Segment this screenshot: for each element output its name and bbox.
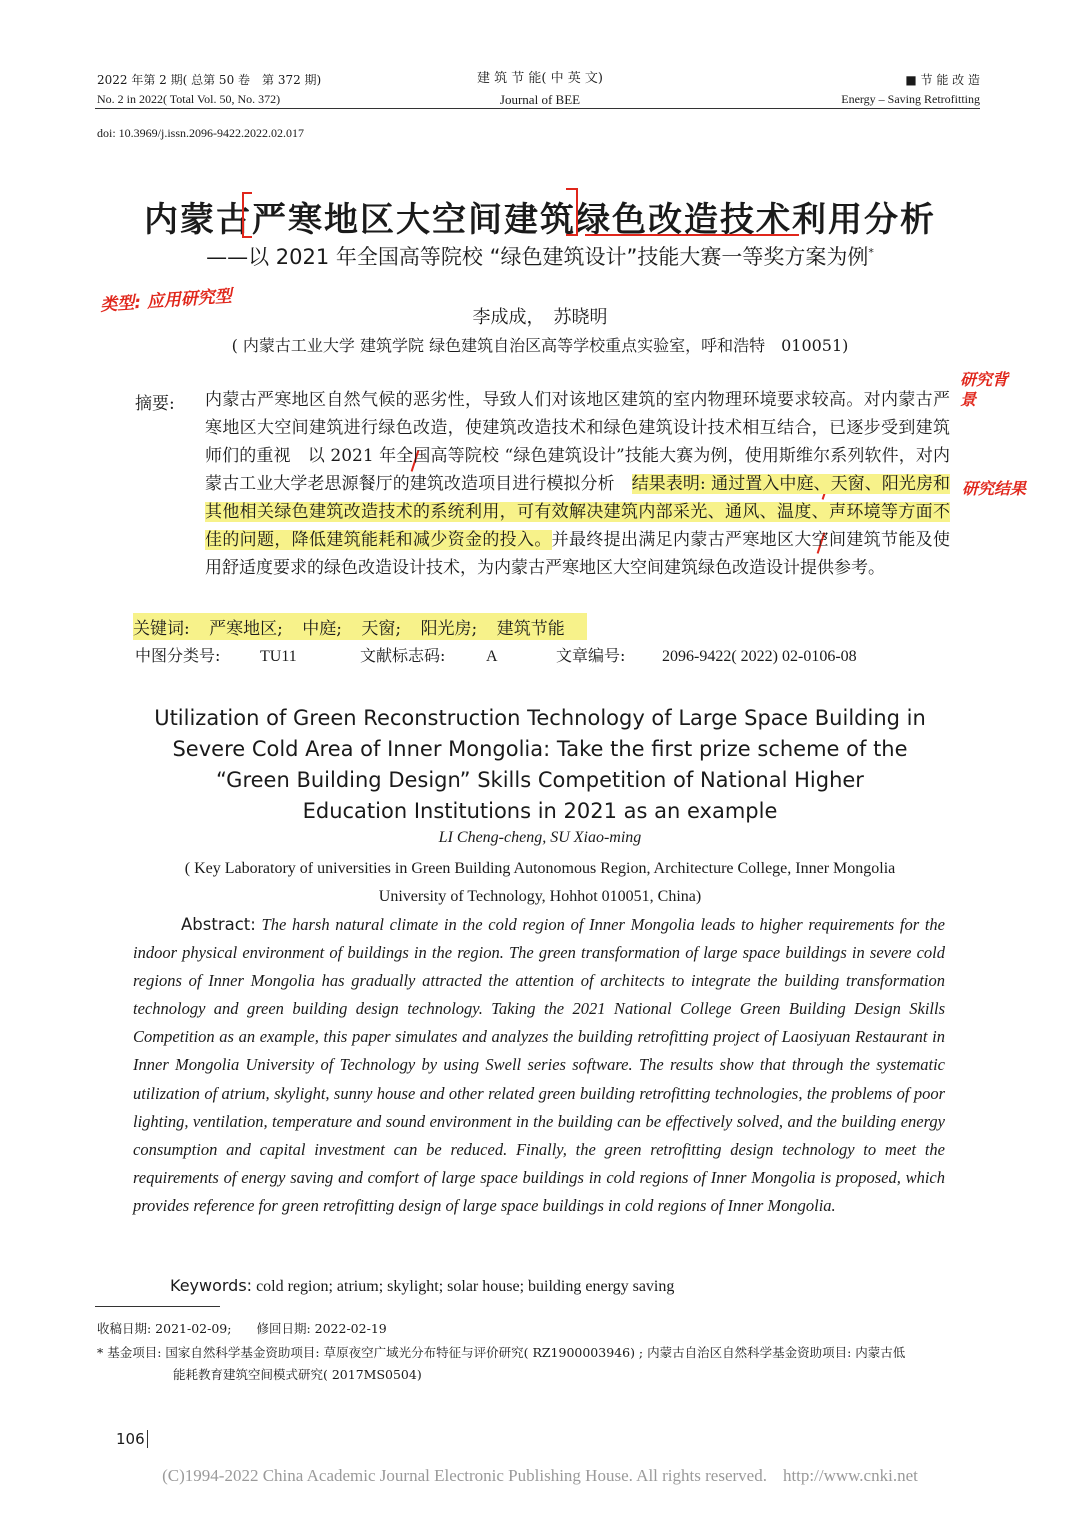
english-keywords-text: cold region; atrium; skylight; solar house; building energy saving [256, 1278, 675, 1295]
article-label: 文章编号: [556, 646, 626, 665]
copyright-line [0, 1466, 1080, 1486]
clc-value: TU11 [260, 648, 297, 665]
doi: doi: 10.3969/j.issn.2096-9422.2022.02.017 [97, 126, 305, 140]
funding-line: * 基金项目: 国家自然科学基金资助项目: 草原夜空广域光分布特征与评价研究( RZ1900003946) ; 内蒙古自治区自然科学基金资助项目: 内蒙古低 [97, 1345, 906, 1360]
english-affiliation-line: University of Technology, Hohhot 010051, China) [378, 888, 702, 905]
paper-title: 内蒙古严寒地区大空间建筑绿色改造技术利用分析 [144, 200, 936, 240]
classification-row [135, 643, 857, 666]
doc-label: 文献标志码: [360, 646, 446, 665]
annotation-bracket-left [242, 192, 252, 238]
journal-cn: 建 筑 节 能( 中 英 文) [477, 71, 603, 86]
english-abstract [133, 911, 945, 1220]
english-title-line: Utilization of Green Reconstruction Technology of Large Space Building in [154, 706, 926, 730]
annotation-background: 研究背景 [960, 370, 1009, 409]
abstract-cn-results: 结果表明: 通过置入中庭、天窗、阳光房和其他相关绿色建筑改造技术的系统利用，可有效解决建筑内部采光、通风、温度、声环境等方面不佳的问题，降低建筑能耗和减少资金的投入。 [205, 474, 951, 550]
annotation-underline [585, 234, 799, 236]
footnote-dates: 收稿日期: 2021-02-09; 修回日期: 2022-02-19 [97, 1321, 387, 1336]
english-affiliation [110, 855, 970, 911]
english-abstract-label: Abstract: [181, 915, 256, 934]
annotation-type: 类型: 应用研究型 [99, 286, 233, 316]
copyright-text: (C)1994-2022 China Academic Journal Electronic Publishing House. All rights reserved. [162, 1466, 767, 1485]
keyword-item: 中庭; [302, 619, 343, 639]
subtitle-text: ——以 2021 年全国高等院校 “绿色建筑设计”技能大赛一等奖方案为例 [206, 245, 869, 269]
paper-subtitle [0, 241, 1080, 271]
annotation-bracket-right [566, 188, 578, 236]
english-keywords-label: Keywords: [170, 1276, 253, 1295]
keyword-item: 建筑节能 [496, 619, 565, 639]
issue-cn: 2022 年第 2 期( 总第 50 卷 第 372 期) [97, 73, 322, 87]
abstract-cn-label: 摘要: [135, 394, 175, 414]
english-title-line: Severe Cold Area of Inner Mongolia: Take the first prize scheme of the [172, 737, 908, 761]
copyright-url[interactable]: http://www.cnki.net [782, 1466, 918, 1485]
footnote-divider [95, 1306, 220, 1307]
issue-en: No. 2 in 2022( Total Vol. 50, No. 372) [97, 92, 281, 106]
english-title-line: “Green Building Design” Skills Competition of National Higher [216, 768, 864, 792]
abstract-cn [205, 386, 950, 582]
header-divider [95, 108, 980, 109]
clc-label: 中图分类号: [135, 646, 221, 665]
keyword-item: 严寒地区; [209, 619, 283, 639]
english-title [140, 703, 940, 827]
journal-en: Journal of BEE [499, 92, 581, 107]
english-abstract-text: The harsh natural climate in the cold region of Inner Mongolia leads to higher requirements for the indoor physical environment of buildings in the region. The green transformation of large space buildings in severe cold regions of Inner Mongolia has gradually attracted the attention of architects to integrate the building transformation technology and green building design technology. Taking the 2021 National College Green Building Design Skills Competition as an example, this paper simulates and analyzes the building retrofitting project of Laosiyuan Restaurant in Inner Mongolia University of Technology by using Swell series software. The results show that through the systematic utilization of atrium, skylight, sunny house and other related green building retrofitting technologies, the problems of poor lighting, ventilation, temperature and sound environment in the building can be effectively solved, and the building energy consumption and capital investment can be reduced. Finally, the green retrofitting design technology to meet the requirements of energy saving and comfort of large space buildings in cold regions of Inner Mongolia is proposed, which provides reference for green retrofitting design of large space buildings in cold regions of Inner Mongolia. [133, 915, 945, 1215]
keywords-cn [133, 613, 587, 640]
header-journal [440, 68, 640, 110]
section-cn: ■ 节 能 改 造 [905, 73, 980, 87]
page-number: 106 [116, 1430, 148, 1448]
doc-value: A [486, 648, 498, 665]
header-section [841, 71, 980, 109]
english-authors: LI Cheng-cheng, SU Xiao-ming [438, 829, 642, 846]
english-keywords [170, 1276, 674, 1296]
abstract-cn-conclusion: 并最终提出满足内蒙古严寒地区大空间建筑节能及使用舒适度要求的绿色改造设计技术，为内蒙古严寒地区大空间建筑绿色改造设计提供参考。 [205, 530, 951, 578]
section-en: Energy – Saving Retrofitting [841, 92, 980, 106]
header-issue [97, 71, 321, 109]
abstract-cn-background: 内蒙古严寒地区自然气候的恶劣性，导致人们对该地区建筑的室内物理环境要求较高。对内蒙古严寒地区大空间建筑进行绿色改造，使建筑改造技术和绿色建筑设计技术相互结合，已逐步受到建筑师们的重视 [205, 390, 950, 466]
keyword-item: 天窗; [361, 619, 402, 639]
affiliation: ( 内蒙古工业大学 建筑学院 绿色建筑自治区高等学校重点实验室，呼和浩特 010051) [231, 336, 849, 355]
abstract-cn-method: 以 2021 年全国高等院校 “绿色建筑设计”技能大赛为例，使用斯维尔系列软件，对内蒙古工业大学老思源餐厅的建筑改造项目进行模拟分析 [205, 446, 951, 494]
english-affiliation-line: ( Key Laboratory of universities in Green Building Autonomous Region, Architecture College, Inner Mongolia [184, 860, 896, 877]
funding-line: 能耗教育建筑空间模式研究( 2017MS0504) [173, 1367, 422, 1382]
annotation-results: 研究结果 [962, 479, 1027, 498]
keywords-cn-label: 关键词: [133, 619, 190, 639]
authors: 李成成， 苏晓明 [472, 307, 608, 328]
subtitle-footnote-mark: * [868, 246, 874, 259]
footnote-funding [97, 1342, 987, 1386]
article-value: 2096-9422( 2022) 02-0106-08 [662, 648, 857, 665]
keyword-item: 阳光房; [420, 619, 478, 639]
english-title-line: Education Institutions in 2021 as an example [302, 799, 778, 823]
